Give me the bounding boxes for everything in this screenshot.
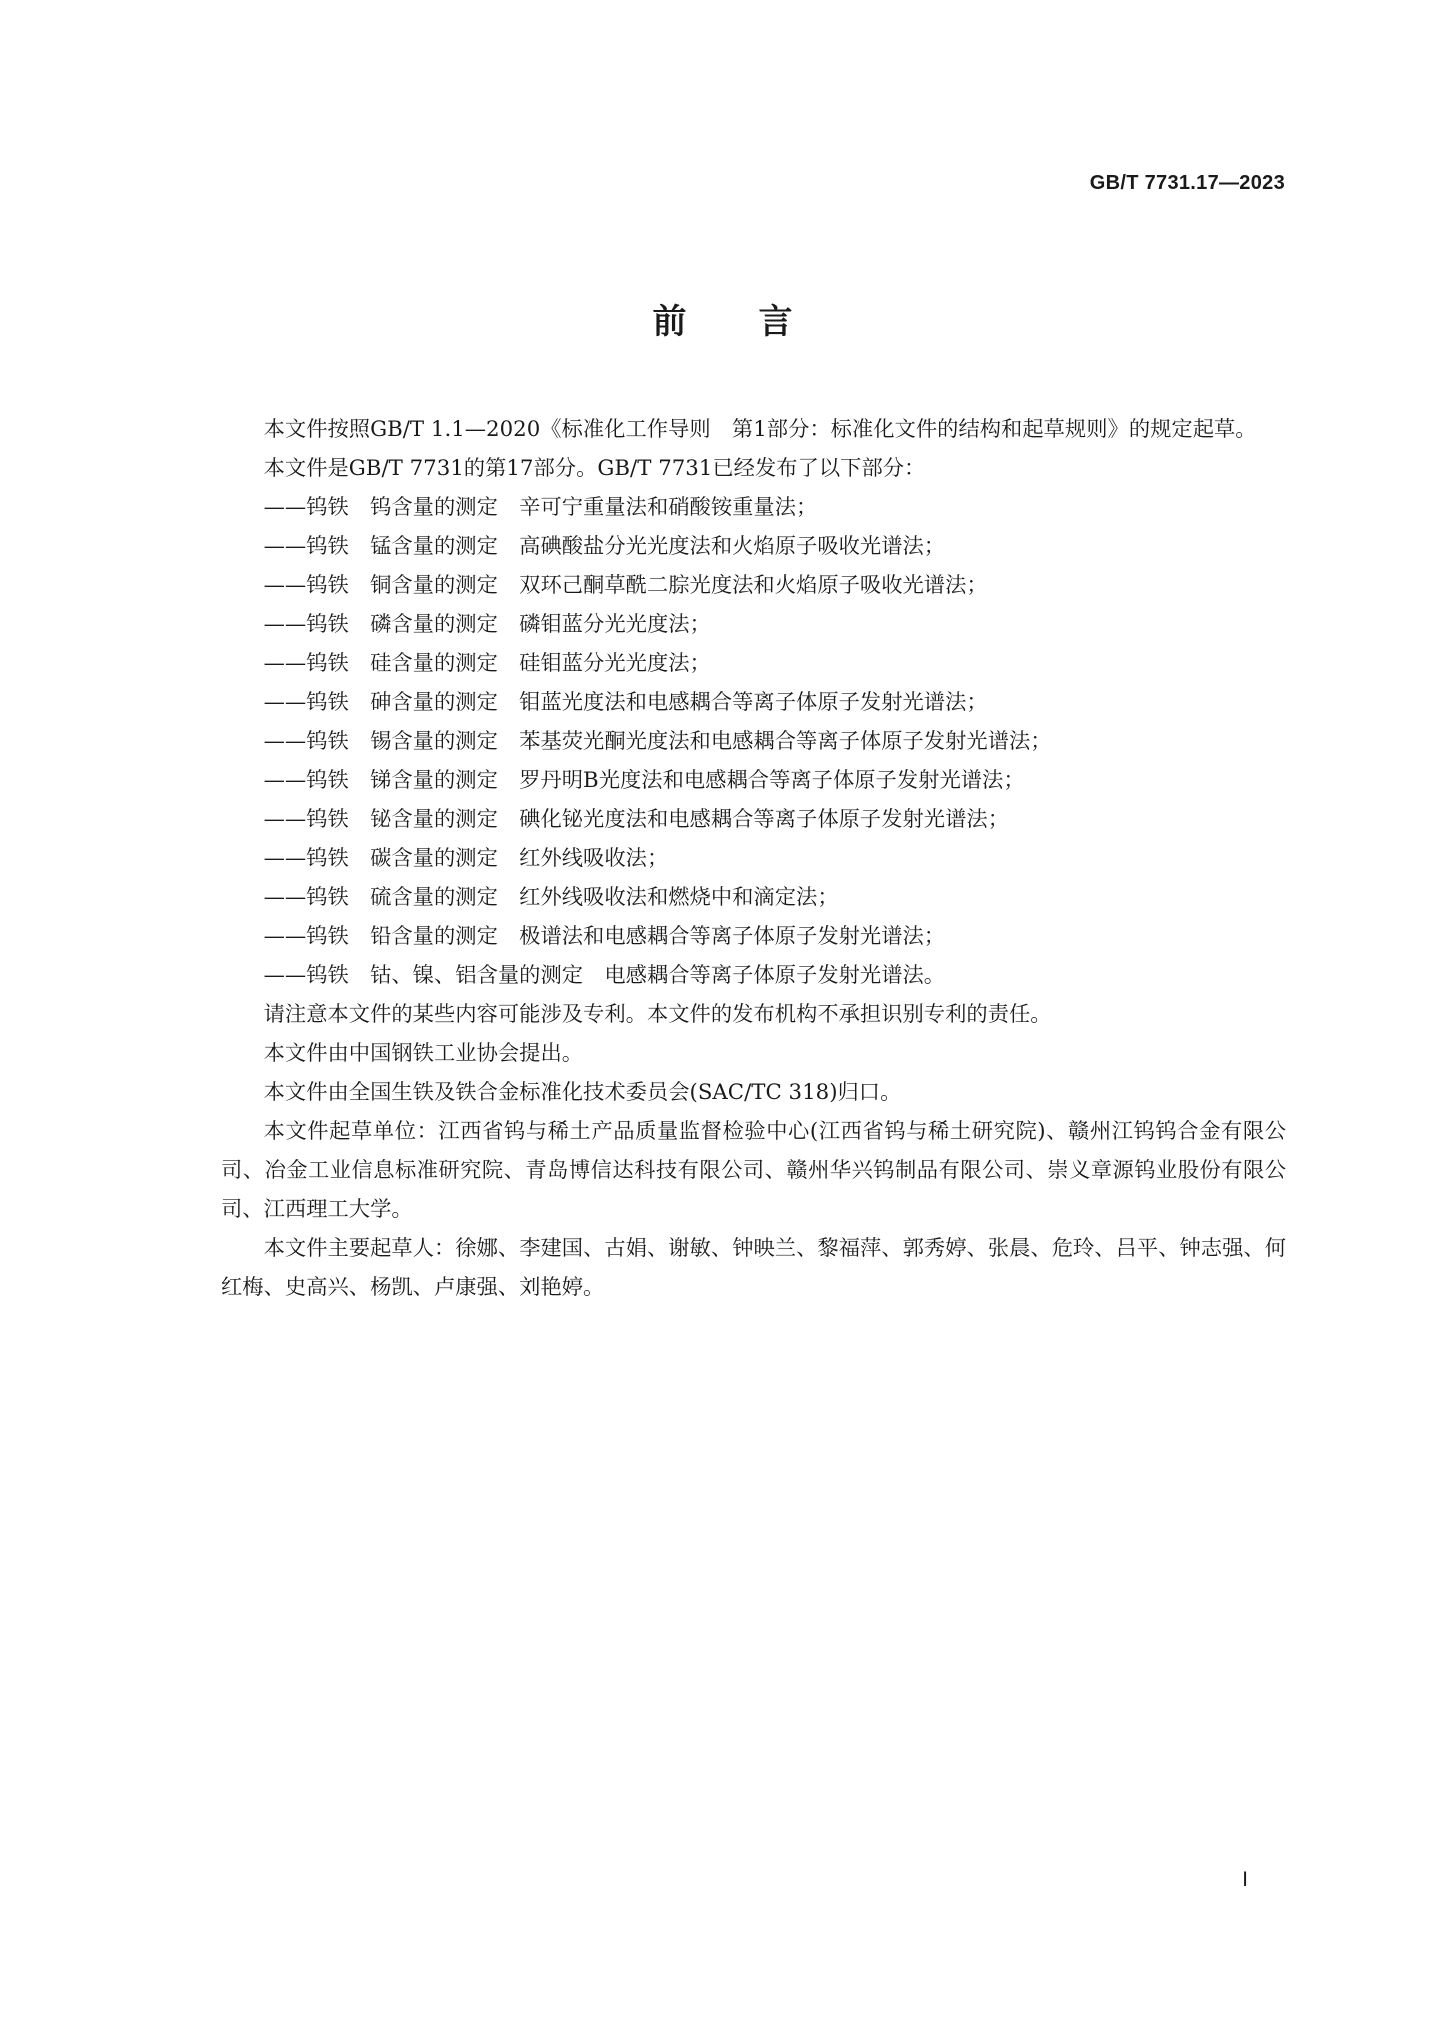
paragraph-drafting-rules: 本文件按照GB/T 1.1—2020《标准化工作导则 第1部分：标准化文件的结构和起草规则》的规定起草。	[263, 417, 1257, 442]
page-title: 前言	[652, 302, 865, 342]
list-item: ——钨铁 硅含量的测定 硅钼蓝分光光度法；	[263, 651, 711, 676]
parts-list	[221, 488, 1286, 995]
paragraph-drafters: 本文件主要起草人：徐娜、李建国、古娟、谢敏、钟映兰、黎福萍、郭秀婷、张晨、危玲、吕平、钟志强、何红梅、史高兴、杨凯、卢康强、刘艳婷。	[221, 1236, 1286, 1300]
list-item: ——钨铁 铜含量的测定 双环己酮草酰二腙光度法和火焰原子吸收光谱法；	[263, 573, 988, 598]
list-item: ——钨铁 钨含量的测定 辛可宁重量法和硝酸铵重量法；	[263, 495, 818, 520]
list-item: ——钨铁 碳含量的测定 红外线吸收法；	[263, 846, 669, 871]
standard-number: GB/T 7731.17—2023	[1089, 172, 1285, 194]
paragraph-patent-notice: 请注意本文件的某些内容可能涉及专利。本文件的发布机构不承担识别专利的责任。	[263, 1002, 1052, 1027]
list-item: ——钨铁 砷含量的测定 钼蓝光度法和电感耦合等离子体原子发射光谱法；	[263, 690, 988, 715]
paragraph-series-intro: 本文件是GB/T 7731的第17部分。GB/T 7731已经发布了以下部分：	[263, 456, 926, 481]
list-item: ——钨铁 锡含量的测定 苯基荧光酮光度法和电感耦合等离子体原子发射光谱法；	[263, 729, 1052, 754]
list-item: ——钨铁 锑含量的测定 罗丹明B光度法和电感耦合等离子体原子发射光谱法；	[263, 768, 1025, 793]
paragraph-drafting-units: 本文件起草单位：江西省钨与稀土产品质量监督检验中心(江西省钨与稀土研究院)、赣州江钨钨合金有限公司、冶金工业信息标准研究院、青岛博信达科技有限公司、赣州华兴钨制品有限公司、崇义章源钨业股份有限公司、江西理工大学。	[221, 1119, 1286, 1222]
list-item: ——钨铁 锰含量的测定 高碘酸盐分光光度法和火焰原子吸收光谱法；	[263, 534, 946, 559]
list-item: ——钨铁 钴、镍、铝含量的测定 电感耦合等离子体原子发射光谱法。	[263, 963, 946, 988]
page-number: Ⅰ	[1242, 1869, 1248, 1891]
document-body	[221, 410, 1286, 1307]
list-item: ——钨铁 硫含量的测定 红外线吸收法和燃烧中和滴定法；	[263, 885, 839, 910]
list-item: ——钨铁 磷含量的测定 磷钼蓝分光光度法；	[263, 612, 711, 637]
paragraph-committee: 本文件由全国生铁及铁合金标准化技术委员会(SAC/TC 318)归口。	[263, 1080, 902, 1105]
paragraph-proposer: 本文件由中国钢铁工业协会提出。	[263, 1041, 584, 1066]
list-item: ——钨铁 铅含量的测定 极谱法和电感耦合等离子体原子发射光谱法；	[263, 924, 946, 949]
list-item: ——钨铁 铋含量的测定 碘化铋光度法和电感耦合等离子体原子发射光谱法；	[263, 807, 1009, 832]
